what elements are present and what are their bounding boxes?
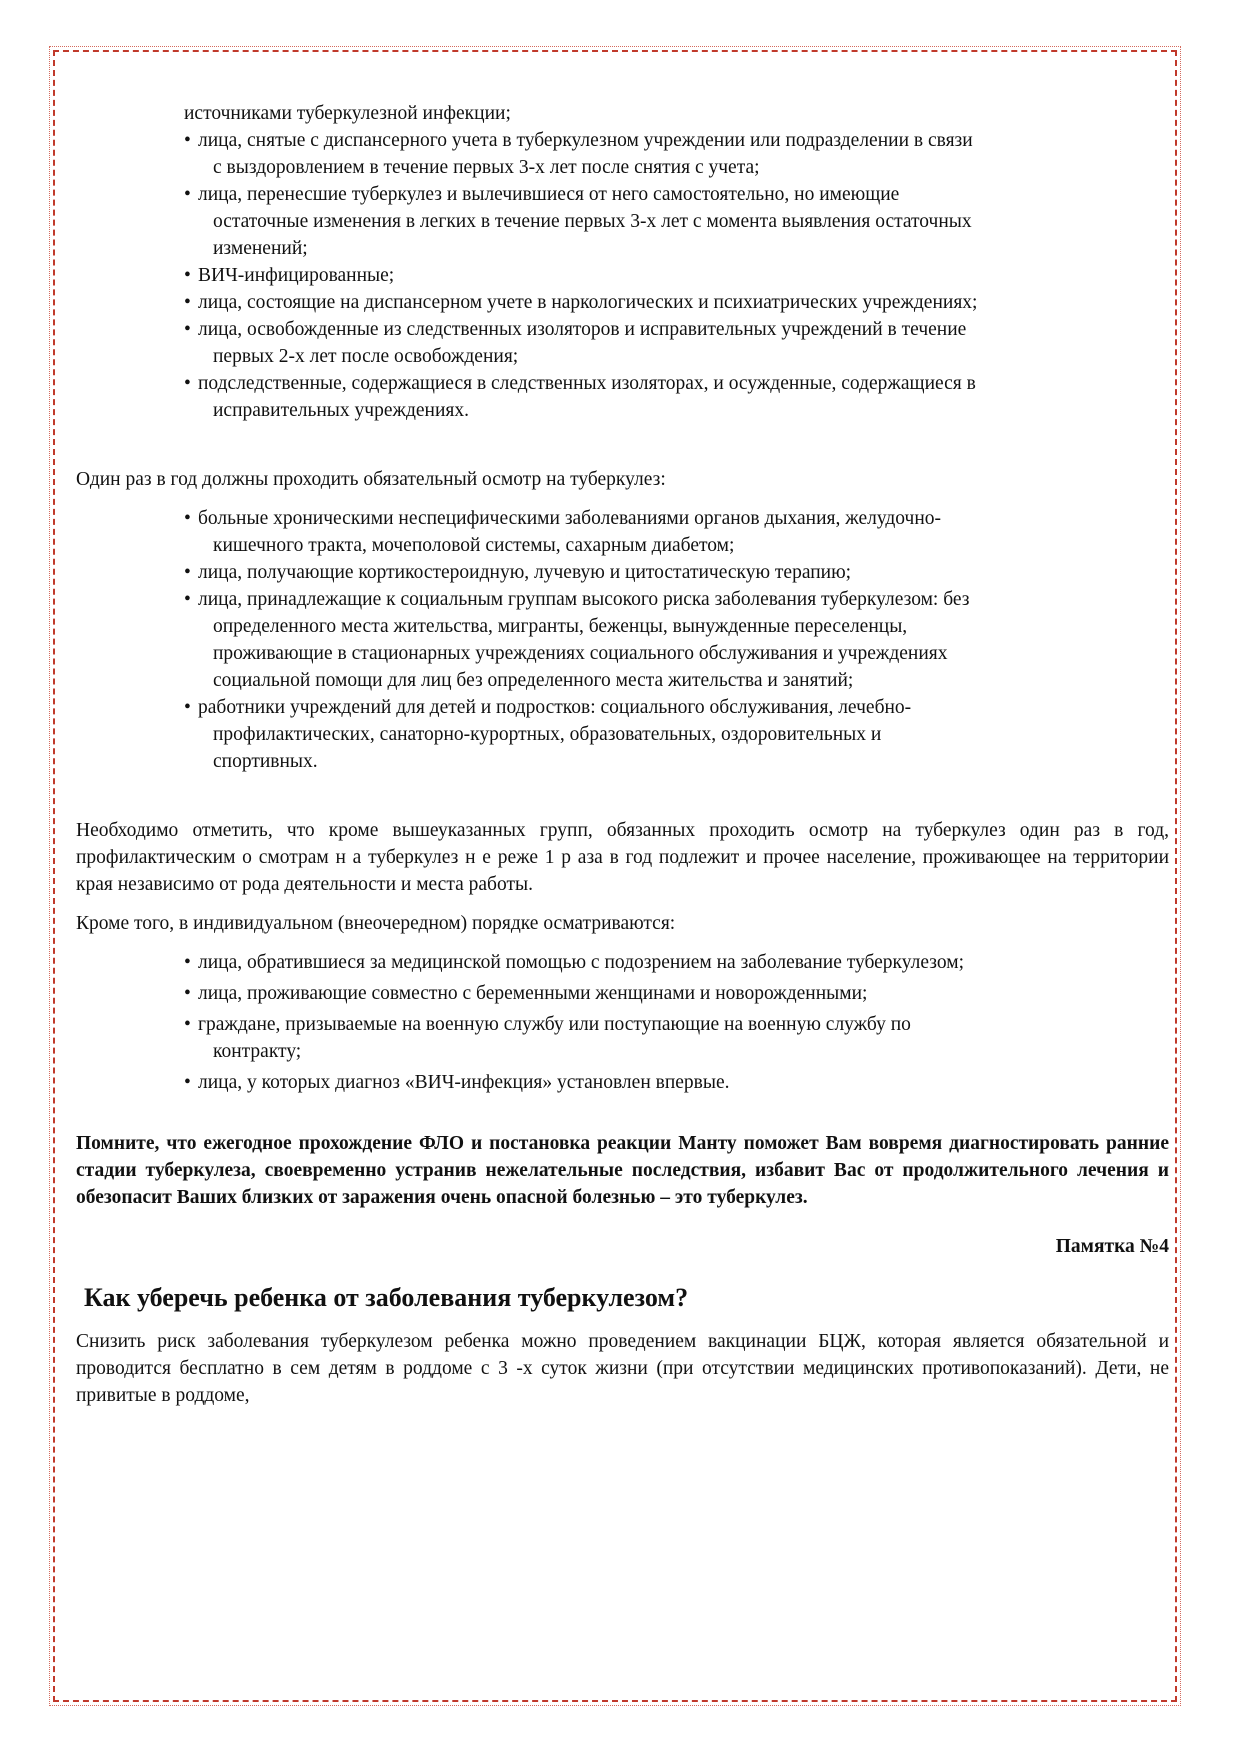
list-item	[184, 370, 1169, 424]
bullet-icon: •	[184, 952, 191, 973]
list-item-line: лица, получающие кортикостероидную, лучевую и цитостатическую терапию;	[198, 562, 852, 583]
bullet-icon: •	[184, 589, 191, 610]
bullet-icon: •	[184, 265, 191, 286]
bullet-icon: •	[184, 697, 191, 718]
list-item-line: лица, обратившиеся за медицинской помощью с подозрением на заболевание туберкулезом;	[198, 952, 964, 973]
document-body	[76, 100, 1169, 1409]
list-item	[184, 127, 1169, 181]
list-item-line: лица, перенесшие туберкулез и вылечившиеся от него самостоятельно, но имеющие	[198, 184, 900, 205]
bullet-icon: •	[184, 184, 191, 205]
bullet-icon: •	[184, 319, 191, 340]
individual-exam-intro: Кроме того, в индивидуальном (внеочередном) порядке осматриваются:	[76, 913, 676, 934]
risk-group-list	[76, 100, 1169, 424]
list-item	[184, 262, 1169, 289]
list-item	[184, 181, 1169, 262]
list-item-line: исправительных учреждениях.	[213, 400, 470, 421]
bullet-list-b	[184, 505, 1169, 775]
list-item	[184, 316, 1169, 370]
annual-exam-intro: Один раз в год должны проходить обязательный осмотр на туберкулез:	[76, 469, 666, 490]
list-item-line: первых 2-х лет после освобождения;	[213, 346, 519, 367]
bullet-icon: •	[184, 508, 191, 529]
list-item-line: лица, у которых диагноз «ВИЧ-инфекция» установлен впервые.	[198, 1072, 730, 1093]
reminder-paragraph: Помните, что ежегодное прохождение ФЛО и постановка реакции Манту поможет Вам вовремя диагностировать ранние стадии туберкулеза, своевременно устранив нежелательные последствия, избавит Вас от продолжительного лечения и обезопасит Ваших близких от заражения очень опасной болезнью – это туберкулез.	[76, 1133, 1169, 1208]
bullet-icon: •	[184, 983, 191, 1004]
bullet-icon: •	[184, 292, 191, 313]
individual-exam-list	[76, 949, 1169, 1096]
list-item-line: лица, снятые с диспансерного учета в туберкулезном учреждении или подразделении в связи	[198, 130, 973, 151]
list-item	[184, 694, 1169, 775]
list-item	[184, 289, 1169, 316]
list-item-line: профилактических, санаторно-курортных, образовательных, оздоровительных и	[213, 724, 882, 745]
bullet-icon: •	[184, 562, 191, 583]
list-item-line: социальной помощи для лиц без определенного места жительства и занятий;	[213, 670, 854, 691]
list-item	[184, 1069, 1169, 1096]
section-heading: Как уберечь ребенка от заболевания туберкулезом?	[84, 1283, 689, 1312]
list-item	[184, 505, 1169, 559]
list-item	[184, 100, 1169, 127]
list-item-line: ВИЧ-инфицированные;	[198, 265, 395, 286]
list-item-line: определенного места жительства, мигранты, беженцы, вынужденные переселенцы,	[213, 616, 908, 637]
list-item-line: больные хроническими неспецифическими заболеваниями органов дыхания, желудочно-	[198, 508, 942, 529]
list-item	[184, 586, 1169, 694]
annual-exam-list	[76, 505, 1169, 775]
list-item	[184, 949, 1169, 976]
vaccination-paragraph: Снизить риск заболевания туберкулезом ребенка можно проведением вакцинации БЦЖ, которая является обязательной и проводится бесплатно в сем детям в роддоме с 3 -х суток жизни (при отсутствии медицинских противопоказаний). Дети, не привитые в роддоме,	[76, 1331, 1169, 1406]
list-item-line: лица, проживающие совместно с беременными женщинами и новорожденными;	[198, 983, 868, 1004]
bullet-list-c	[184, 949, 1169, 1096]
list-item	[184, 559, 1169, 586]
bullet-icon: •	[184, 130, 191, 151]
list-item-line: работники учреждений для детей и подростков: социального обслуживания, лечебно-	[198, 697, 912, 718]
bullet-icon: •	[184, 373, 191, 394]
list-item-line: с выздоровлением в течение первых 3-х лет после снятия с учета;	[213, 157, 760, 178]
list-item-line: граждане, призываемые на военную службу или поступающие на военную службу по	[198, 1014, 911, 1035]
list-item-line: контракту;	[213, 1041, 302, 1062]
list-item-line: остаточные изменения в легких в течение первых 3-х лет с момента выявления остаточных	[213, 211, 972, 232]
list-item-line: подследственные, содержащиеся в следственных изоляторах, и осужденные, содержащиеся в	[198, 373, 976, 394]
list-item-line: проживающие в стационарных учреждениях социального обслуживания и учреждениях	[213, 643, 948, 664]
list-item-line: источниками туберкулезной инфекции;	[184, 103, 511, 124]
bullet-icon: •	[184, 1072, 191, 1093]
list-item-line: изменений;	[213, 238, 308, 259]
bullet-icon: •	[184, 1014, 191, 1035]
list-item-line: спортивных.	[213, 751, 318, 772]
list-item-line: кишечного тракта, мочеполовой системы, сахарным диабетом;	[213, 535, 735, 556]
list-item-line: лица, освобожденные из следственных изоляторов и исправительных учреждений в течение	[198, 319, 967, 340]
list-item-line: лица, принадлежащие к социальным группам высокого риска заболевания туберкулезом: без	[198, 589, 970, 610]
bullet-list-a	[184, 100, 1169, 424]
note-paragraph: Необходимо отметить, что кроме вышеуказанных групп, обязанных проходить осмотр на туберкулез один раз в год, профилактическим о смотрам н а туберкулез н е реже 1 р аза в год подлежит и прочее население, проживающее на территории края независимо от рода деятельности и места работы.	[76, 820, 1169, 895]
list-item-line: лица, состоящие на диспансерном учете в наркологических и психиатрических учреждениях;	[198, 292, 978, 313]
memo-label: Памятка №4	[1055, 1236, 1169, 1257]
list-item	[184, 1011, 1169, 1065]
list-item	[184, 980, 1169, 1007]
